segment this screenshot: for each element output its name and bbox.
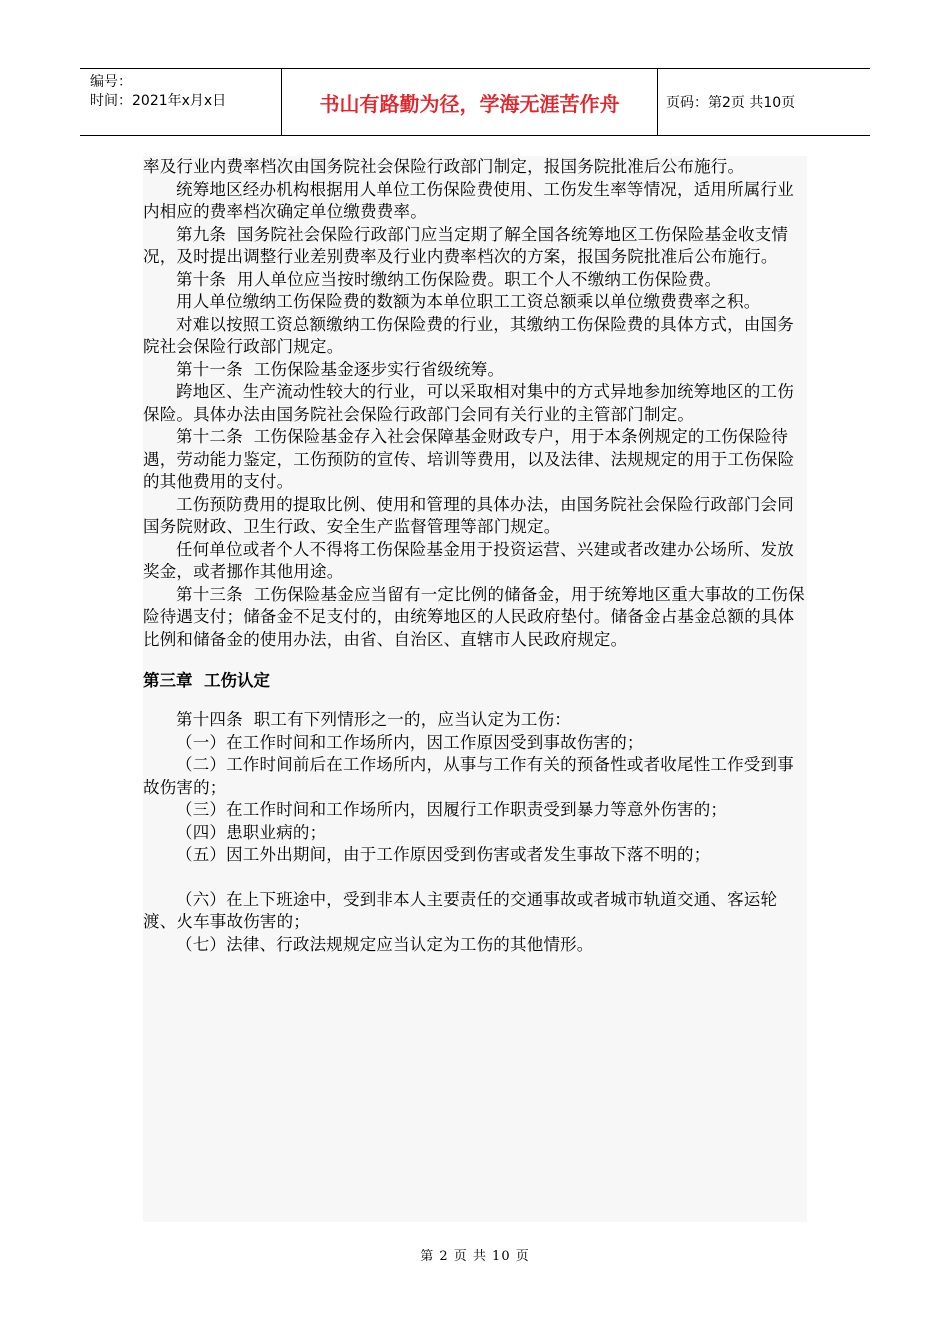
list-item: （二）工作时间前后在工作场所内，从事与工作有关的预备性或者收尾性工作受到事故伤害的； (143, 755, 794, 797)
list-item: （六）在上下班途中，受到非本人主要责任的交通事故或者城市轨道交通、客运轮渡、火车事故伤害的； (143, 889, 778, 931)
header-meta (80, 69, 282, 135)
page-header (80, 68, 870, 136)
paragraph: 任何单位或者个人不得将工伤保险基金用于投资运营、兴建或者改建办公场所、发放奖金，或者挪作其他用途。 (143, 539, 794, 581)
article-11: 第十一条 工伤保险基金逐步实行省级统筹。 (176, 359, 505, 379)
article-14: 第十四条 职工有下列情形之一的，应当认定为工伤： (176, 710, 571, 729)
document-number-label: 编号： (90, 74, 132, 90)
paragraph: 工伤预防费用的提取比例、使用和管理的具体办法，由国务院社会保险行政部门会同国务院财政、卫生行政、安全生产监督管理等部门规定。 (143, 494, 794, 536)
list-item: （三）在工作时间和工作场所内，因履行工作职责受到暴力等意外伤害的； (176, 800, 728, 819)
list-item: （五）因工外出期间，由于工作原因受到伤害或者发生事故下落不明的； (176, 845, 711, 864)
article-13: 第十三条 工伤保险基金应当留有一定比例的储备金，用于统筹地区重大事故的工伤保险待遇支付；储备金不足支付的，由统筹地区的人民政府垫付。储备金占基金总额的具体比例和储备金的使用办法，由省、自治区、直辖市人民政府规定。 (143, 584, 805, 649)
header-motto: 书山有路勤为径，学海无涯苦作舟 (282, 69, 658, 135)
document-body (143, 156, 807, 1222)
chapter-heading: 第三章 工伤认定 (143, 671, 270, 690)
paragraph: 跨地区、生产流动性较大的行业，可以采取相对集中的方式异地参加统筹地区的工伤保险。具体办法由国务院社会保险行政部门会同有关行业的主管部门制定。 (143, 382, 794, 424)
paragraph: 统筹地区经办机构根据用人单位工伤保险费使用、工伤发生率等情况，适用所属行业内相应的费率档次确定单位缴费费率。 (143, 179, 794, 221)
list-item: （七）法律、行政法规规定应当认定为工伤的其他情形。 (176, 934, 594, 954)
document-date-label: 时间：2021年x月x日 (90, 93, 227, 109)
list-item: （四）患职业病的； (176, 822, 327, 842)
paragraph: 用人单位缴纳工伤保险费的数额为本单位职工工资总额乘以单位缴费费率之积。 (176, 292, 761, 311)
list-item: （一）在工作时间和工作场所内，因工作原因受到事故伤害的； (176, 732, 644, 752)
paragraph: 对难以按照工资总额缴纳工伤保险费的行业，其缴纳工伤保险费的具体方式，由国务院社会保险行政部门规定。 (143, 314, 794, 356)
paragraph: 率及行业内费率档次由国务院社会保险行政部门制定，报国务院批准后公布施行。 (143, 157, 745, 176)
header-page-label: 页码：第2页 共10页 (666, 95, 796, 111)
page-footer: 第 2 页 共 10 页 (420, 1249, 530, 1264)
article-12: 第十二条 工伤保险基金存入社会保障基金财政专户，用于本条例规定的工伤保险待遇，劳动能力鉴定，工伤预防的宣传、培训等费用，以及法律、法规规定的用于工伤保险的其他费用的支付。 (143, 427, 795, 491)
article-10: 第十条 用人单位应当按时缴纳工伤保险费。职工个人不缴纳工伤保险费。 (176, 269, 722, 289)
article-9: 第九条 国务院社会保险行政部门应当定期了解全国各统筹地区工伤保险基金收支情况，及时提出调整行业差别费率及行业内费率档次的方案，报国务院批准后公布施行。 (143, 224, 789, 266)
